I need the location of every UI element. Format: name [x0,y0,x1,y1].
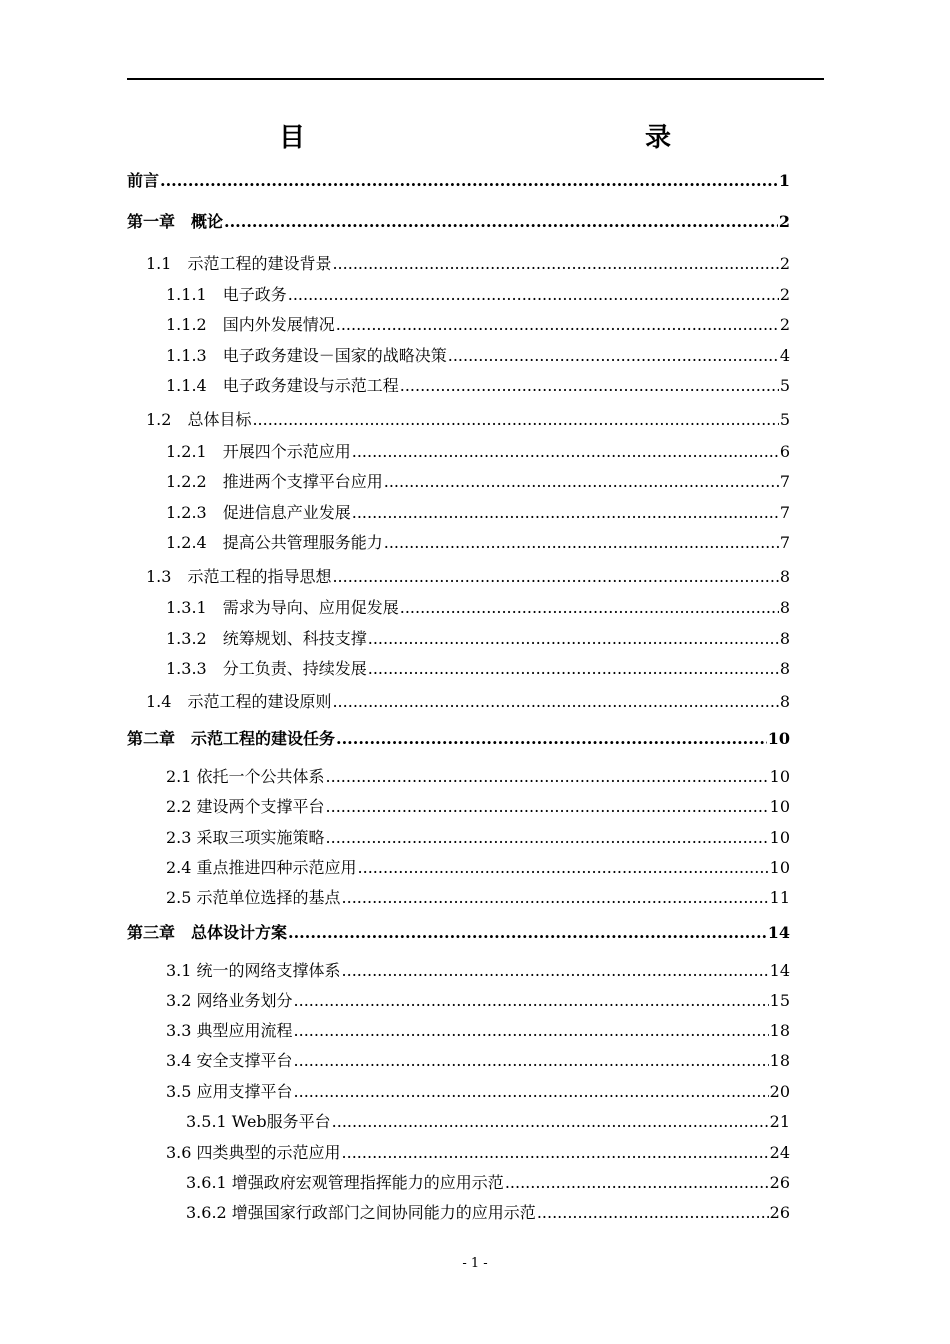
leader-dots [448,345,779,367]
toc-entry-text: 重点推进四种示范应用 [196,858,357,877]
toc-entry-number: 3.3 [166,1021,197,1040]
toc-entry-page: 5 [779,410,790,429]
toc-entry-section[interactable] [146,566,790,588]
toc-entry-page: 8 [779,692,790,711]
toc-entry-text: 示范工程的建设背景 [187,254,332,273]
toc-entry-preface[interactable] [127,170,790,192]
leader-dots [342,887,769,909]
toc-entry-text: 电子政务 [222,285,287,304]
toc-entry-text: 分工负责、持续发展 [222,659,367,678]
leader-dots [252,409,778,431]
toc-entry-subsection[interactable] [186,1172,790,1194]
toc-entry-page: 26 [769,1203,790,1222]
toc-entry-text: 统筹规划、科技支撑 [222,629,367,648]
toc-entry-subsection[interactable] [166,628,790,650]
leader-dots [160,170,778,192]
toc-entry-subsection[interactable] [166,471,790,493]
toc-entry-section[interactable] [166,766,790,788]
toc-entry-number: 3.4 [166,1051,197,1070]
toc-entry-subsection[interactable] [166,658,790,680]
toc-entry-number: 3.6 [166,1143,197,1162]
toc-entry-section[interactable] [166,1081,790,1103]
toc-entry-section[interactable] [166,887,790,909]
leader-dots [352,441,779,463]
toc-entry-page: 7 [779,472,790,491]
toc-entry-chapter-3[interactable] [127,922,790,944]
toc-entry-page: 18 [769,1021,790,1040]
toc-entry-page: 15 [769,991,790,1010]
toc-entry-page: 14 [767,923,790,942]
toc-entry-page: 20 [769,1082,790,1101]
leader-dots [336,314,779,336]
toc-entry-page: 2 [779,315,790,334]
toc-entry-page: 2 [779,285,790,304]
toc-entry-number: 1.3.1 [166,598,223,617]
toc-entry-number: 3.2 [166,991,197,1010]
leader-dots [288,922,767,944]
toc-entry-page: 5 [779,376,790,395]
toc-entry-number: 2.2 [166,797,197,816]
toc-entry-number: 1.2.2 [166,472,223,491]
toc-entry-number: 3.5 [166,1082,197,1101]
toc-entry-subsection[interactable] [186,1202,790,1224]
toc-entry-text: 采取三项实施策略 [196,828,325,847]
page-number: - 1 - [462,1256,488,1271]
leader-dots [368,628,779,650]
leader-dots [368,658,779,680]
toc-entry-section[interactable] [166,827,790,849]
toc-entry-page: 14 [769,961,790,980]
toc-entry-page: 2 [778,212,790,231]
toc-entry-text: 需求为导向、应用促发展 [222,598,399,617]
toc-entry-text: 电子政务建设与示范工程 [222,376,399,395]
toc-entry-subsection[interactable] [166,375,790,397]
toc-entry-number: 1.2 [146,410,188,429]
leader-dots [332,1111,769,1133]
toc-entry-page: 10 [769,767,790,786]
toc-entry-subsection[interactable] [166,502,790,524]
toc-entry-page: 10 [769,828,790,847]
toc-entry-text: 开展四个示范应用 [222,442,351,461]
toc-entry-page: 21 [769,1112,790,1131]
toc-entry-number: 第三章 [127,923,192,942]
toc-entry-section[interactable] [166,857,790,879]
toc-entry-text: 增强国家行政部门之间协同能力的应用示范 [231,1203,536,1222]
toc-entry-number: 2.4 [166,858,197,877]
toc-entry-text: 总体目标 [187,410,252,429]
toc-entry-number: 3.5.1 [186,1112,232,1131]
toc-entry-number: 2.5 [166,888,197,907]
toc-entry-subsection[interactable] [166,314,790,336]
toc-entry-subsection[interactable] [166,441,790,463]
toc-entry-number: 1.1.4 [166,376,223,395]
leader-dots [326,827,769,849]
toc-entry-number: 3.6.1 [186,1173,232,1192]
toc-entry-page: 10 [769,858,790,877]
leader-dots [400,375,779,397]
leader-dots [384,532,779,554]
toc-entry-page: 8 [779,629,790,648]
toc-entry-number: 2.1 [166,767,197,786]
toc-entry-number: 1.1.3 [166,346,223,365]
toc-entry-text: 提高公共管理服务能力 [222,533,383,552]
leader-dots [352,502,779,524]
toc-entry-page: 8 [779,567,790,586]
toc-entry-number: 1.4 [146,692,188,711]
toc-entry-number: 3.6.2 [186,1203,232,1222]
leader-dots [332,566,778,588]
toc-entry-subsection[interactable] [166,532,790,554]
leader-dots [326,766,769,788]
toc-entry-section[interactable] [166,1050,790,1072]
toc-entry-page: 2 [779,254,790,273]
toc-entry-number: 1.1.1 [166,285,223,304]
leader-dots [400,597,779,619]
toc-entry-number: 1.1 [146,254,188,273]
toc-entry-number: 1.3.3 [166,659,223,678]
toc-entry-page: 7 [779,533,790,552]
toc-entry-text: 依托一个公共体系 [196,767,325,786]
leader-dots [537,1202,769,1224]
toc-entry-number: 2.3 [166,828,197,847]
leader-dots [342,960,769,982]
toc-entry-text: 统一的网络支撑体系 [196,961,341,980]
toc-entry-text: 建设两个支撑平台 [196,797,325,816]
leader-dots [384,471,779,493]
toc-entry-page: 24 [769,1143,790,1162]
toc-entry-text: 网络业务划分 [196,991,293,1010]
toc-entry-subsection[interactable] [166,597,790,619]
leader-dots [288,284,779,306]
toc-entry-number: 1.3.2 [166,629,223,648]
toc-entry-section[interactable] [166,960,790,982]
toc-entry-number: 3.1 [166,961,197,980]
toc-entry-page: 18 [769,1051,790,1070]
toc-entry-subsection[interactable] [166,345,790,367]
toc-entry-page: 6 [779,442,790,461]
toc-entry-text: 示范单位选择的基点 [196,888,341,907]
toc-entry-page: 10 [767,729,790,748]
toc-entry-page: 11 [769,888,790,907]
leader-dots [224,211,778,233]
toc-entry-section[interactable] [166,1142,790,1164]
leader-dots [332,253,778,275]
toc-entry-text: 电子政务建设－国家的战略决策 [222,346,447,365]
leader-dots [294,1081,769,1103]
leader-dots [336,728,767,750]
leader-dots [294,990,769,1012]
toc-entry-text: 应用支撑平台 [196,1082,293,1101]
toc-entry-text: 增强政府宏观管理指挥能力的应用示范 [231,1173,504,1192]
toc-entry-page: 10 [769,797,790,816]
toc-entry-page: 8 [779,659,790,678]
toc-entry-chapter-2[interactable] [127,728,790,750]
toc-entry-number: 1.1.2 [166,315,223,334]
toc-entry-text: 示范工程的建设任务 [191,729,336,748]
toc-entry-chapter-1[interactable] [127,211,790,233]
toc-entry-text: 前言 [127,171,160,190]
toc-entry-subsection[interactable] [166,284,790,306]
toc-entry-section[interactable] [166,990,790,1012]
toc-entry-text: 推进两个支撑平台应用 [222,472,383,491]
toc-entry-text: 总体设计方案 [191,923,288,942]
toc-entry-number: 1.2.1 [166,442,223,461]
toc-entry-page: 4 [779,346,790,365]
toc-entry-section[interactable] [146,691,790,713]
toc-entry-number: 1.2.3 [166,503,223,522]
leader-dots [332,691,778,713]
toc-entry-number: 1.2.4 [166,533,223,552]
toc-entry-text: 典型应用流程 [196,1021,293,1040]
toc-entry-text: 概论 [191,212,224,231]
toc-entry-text: 示范工程的指导思想 [187,567,332,586]
toc-entry-text: 促进信息产业发展 [222,503,351,522]
toc-entry-section[interactable] [146,253,790,275]
leader-dots [358,857,769,879]
leader-dots [294,1050,769,1072]
toc-entry-text: Web服务平台 [231,1112,331,1131]
toc-entry-text: 四类典型的示范应用 [196,1143,341,1162]
toc-entry-number: 第一章 [127,212,192,231]
toc-entry-page: 8 [779,598,790,617]
toc-entry-page: 26 [769,1173,790,1192]
leader-dots [294,1020,769,1042]
leader-dots [326,796,769,818]
toc-entry-number: 1.3 [146,567,188,586]
page-title: 目 录 [278,123,767,153]
toc-entry-section[interactable] [166,796,790,818]
leader-dots [505,1172,769,1194]
toc-entry-page: 1 [778,171,790,190]
toc-entry-section[interactable] [166,1020,790,1042]
toc-entry-subsection[interactable] [186,1111,790,1133]
toc-entry-text: 国内外发展情况 [222,315,335,334]
toc-entry-text: 安全支撑平台 [196,1051,293,1070]
toc-entry-text: 示范工程的建设原则 [187,692,332,711]
toc-entry-section[interactable] [146,409,790,431]
toc-entry-page: 7 [779,503,790,522]
toc-entry-number: 第二章 [127,729,192,748]
leader-dots [342,1142,769,1164]
